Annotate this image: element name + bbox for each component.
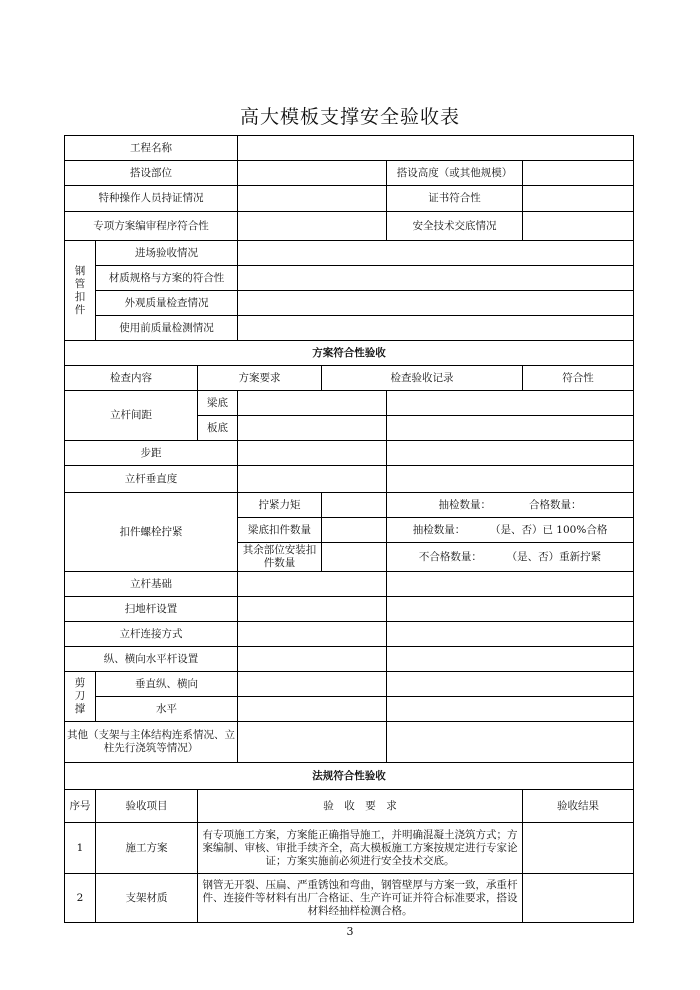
row-result[interactable] [523, 874, 634, 923]
brace-sub: 垂直纵、横向 [96, 672, 238, 697]
fastener-record-b: （是、否）重新拧紧 [511, 550, 602, 563]
project-name-label: 工程名称 [65, 136, 238, 161]
steel-item: 材质规格与方案的符合性 [96, 266, 238, 291]
briefing-label: 安全技术交底情况 [387, 212, 523, 241]
section2-header-row [65, 790, 634, 823]
row-fastener-1 [65, 493, 634, 518]
record-value[interactable] [387, 466, 634, 493]
fastener-plan-value[interactable] [322, 518, 387, 543]
fastener-record [387, 518, 634, 543]
plan-req-value[interactable] [238, 697, 387, 722]
row-project-name [65, 136, 634, 161]
row-location [65, 161, 634, 186]
fastener-record-b: （是、否）已 100%合格 [495, 523, 608, 536]
steel-item: 使用前质量检测情况 [96, 316, 238, 341]
row-step-label: 步距 [65, 441, 238, 466]
fastener-record [387, 493, 634, 518]
plan-req-value[interactable] [238, 391, 387, 416]
project-name-value[interactable] [238, 136, 634, 161]
fastener-record [387, 543, 634, 572]
row-no: 1 [65, 823, 96, 874]
record-value[interactable] [387, 391, 634, 416]
header-no: 序号 [65, 790, 96, 823]
plan-req-value[interactable] [238, 722, 387, 763]
plan-req-value[interactable] [238, 597, 387, 622]
fastener-item: 梁底扣件数量 [238, 518, 322, 543]
height-value[interactable] [523, 161, 634, 186]
plan-req-value[interactable] [238, 572, 387, 597]
plan-req-value[interactable] [238, 647, 387, 672]
fastener-record-a: 不合格数量： [418, 550, 482, 563]
operators-label: 特种操作人员持证情况 [65, 186, 238, 212]
row-horizontal [65, 647, 634, 672]
height-label: 搭设高度（或其他规模） [387, 161, 523, 186]
header-plan-req: 方案要求 [198, 366, 322, 391]
row-foundation-label: 立杆基础 [65, 572, 238, 597]
brace-char: 撑 [74, 703, 86, 715]
steel-item: 外观质量检查情况 [96, 291, 238, 316]
record-value[interactable] [387, 672, 634, 697]
row-step [65, 441, 634, 466]
header-item: 验收项目 [96, 790, 198, 823]
record-value[interactable] [387, 597, 634, 622]
record-value[interactable] [387, 697, 634, 722]
header-requirement: 验 收 要 求 [198, 790, 523, 823]
steel-item: 进场验收情况 [96, 241, 238, 266]
form-title: 高大模板支撑安全验收表 [239, 106, 460, 128]
other-label: 其他（支架与主体结构连系情况、立柱先行浇筑等情况） [65, 722, 238, 763]
page-number: 3 [346, 925, 354, 938]
steel-item-value[interactable] [238, 291, 634, 316]
plan-req-value[interactable] [238, 416, 387, 441]
program-value[interactable] [238, 212, 387, 241]
row-verticality-label: 立杆垂直度 [65, 466, 238, 493]
row-sweep-rod [65, 597, 634, 622]
row-no: 2 [65, 874, 96, 923]
section2-title-row [65, 763, 634, 790]
pole-spacing-sub: 板底 [198, 416, 238, 441]
acceptance-table [64, 135, 634, 923]
section1-title-row [65, 341, 634, 366]
row-pole-spacing-beam [65, 391, 634, 416]
row-result[interactable] [523, 823, 634, 874]
cert-label: 证书符合性 [387, 186, 523, 212]
section1-title: 方案符合性验收 [65, 341, 634, 366]
plan-req-value[interactable] [238, 466, 387, 493]
row-requirement: 有专项施工方案，方案能正确指导施工，并明确混凝土浇筑方式；方案编制、审核、审批手续齐全，高大模板施工方案按规定进行专家论证；方案实施前必须进行安全技术交底。 [198, 823, 523, 874]
steel-item-value[interactable] [238, 316, 634, 341]
row-verticality [65, 466, 634, 493]
row-connection-label: 立杆连接方式 [65, 622, 238, 647]
fastener-record-a: 抽检数量： [438, 498, 492, 511]
row-brace-vertical [65, 672, 634, 697]
row-steel-4 [65, 316, 634, 341]
plan-req-value[interactable] [238, 672, 387, 697]
steel-tube-char: 扣 [74, 290, 86, 303]
plan-req-value[interactable] [238, 441, 387, 466]
fastener-plan-value[interactable] [322, 493, 387, 518]
row-connection [65, 622, 634, 647]
row-steel-2 [65, 266, 634, 291]
record-value[interactable] [387, 722, 634, 763]
section2-row-1 [65, 823, 634, 874]
steel-tube-char: 件 [74, 303, 86, 316]
record-value[interactable] [387, 416, 634, 441]
header-check-content: 检查内容 [65, 366, 198, 391]
row-steel-3 [65, 291, 634, 316]
record-value[interactable] [387, 441, 634, 466]
fastener-item: 其余部位安装扣件数量 [238, 543, 322, 572]
fastener-label: 扣件螺栓拧紧 [65, 493, 238, 572]
fastener-record-b: 合格数量： [529, 498, 582, 511]
steel-tube-char: 钢 [74, 264, 86, 277]
header-result: 验收结果 [523, 790, 634, 823]
row-operators [65, 186, 634, 212]
cert-value[interactable] [523, 186, 634, 212]
header-conformity: 符合性 [523, 366, 634, 391]
plan-req-value[interactable] [238, 622, 387, 647]
brace-char: 刀 [74, 690, 86, 702]
row-sweep-rod-label: 扫地杆设置 [65, 597, 238, 622]
row-horizontal-label: 纵、横向水平杆设置 [65, 647, 238, 672]
steel-tube-label [65, 241, 96, 341]
row-item: 施工方案 [96, 823, 198, 874]
location-label: 搭设部位 [65, 161, 238, 186]
fastener-item: 拧紧力矩 [238, 493, 322, 518]
row-other [65, 722, 634, 763]
steel-tube-char: 管 [74, 277, 86, 290]
record-value[interactable] [387, 647, 634, 672]
row-foundation [65, 572, 634, 597]
row-steel-1 [65, 241, 634, 266]
pole-spacing-label: 立杆间距 [65, 391, 198, 441]
row-brace-horizontal [65, 697, 634, 722]
brace-sub: 水平 [96, 697, 238, 722]
briefing-value[interactable] [523, 212, 634, 241]
fastener-record-a: 抽检数量： [412, 523, 466, 536]
brace-label [65, 672, 96, 722]
header-record: 检查验收记录 [322, 366, 523, 391]
pole-spacing-sub: 梁底 [198, 391, 238, 416]
row-program [65, 212, 634, 241]
location-value[interactable] [238, 161, 387, 186]
section2-row-2 [65, 874, 634, 923]
section2-title: 法规符合性验收 [65, 763, 634, 790]
section1-header-row [65, 366, 634, 391]
steel-item-value[interactable] [238, 241, 634, 266]
row-item: 支架材质 [96, 874, 198, 923]
row-requirement: 钢管无开裂、压扁、严重锈蚀和弯曲，钢管壁厚与方案一致，承重杆件、连接件等材料有出厂合格证、生产许可证并符合标准要求，搭设材料经抽样检测合格。 [198, 874, 523, 923]
operators-value[interactable] [238, 186, 387, 212]
record-value[interactable] [387, 572, 634, 597]
record-value[interactable] [387, 622, 634, 647]
program-label: 专项方案编审程序符合性 [65, 212, 238, 241]
fastener-plan-value[interactable] [322, 543, 387, 572]
steel-item-value[interactable] [238, 266, 634, 291]
brace-char: 剪 [74, 677, 86, 689]
